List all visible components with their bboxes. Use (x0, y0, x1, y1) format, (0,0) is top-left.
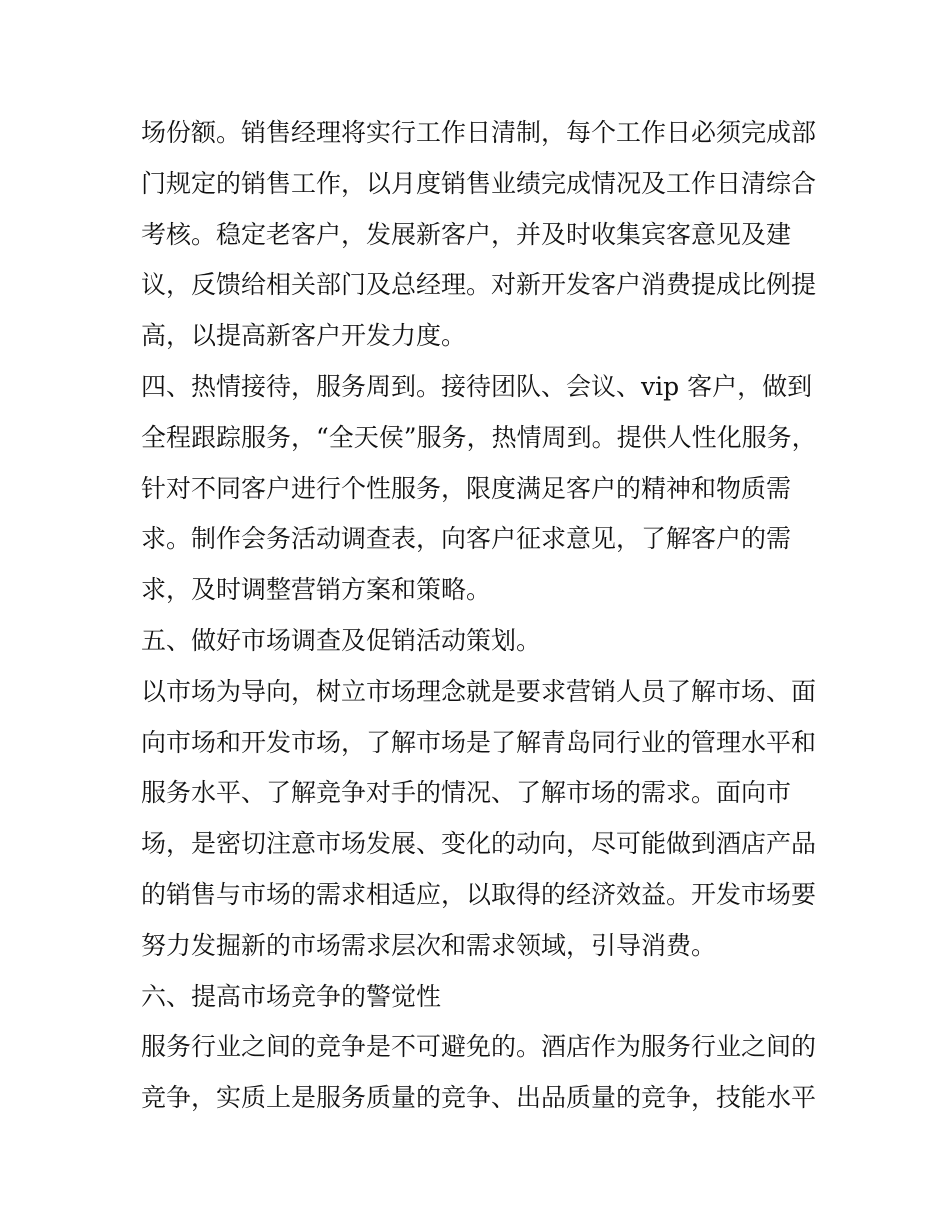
text-line: 场份额。销售经理将实行工作日清制，每个工作日必须完成部 (141, 118, 817, 147)
text-line: 服务行业之间的竞争是不可避免的。酒店作为服务行业之间的 (141, 1032, 817, 1062)
text-line: 竞争，实质上是服务质量的竞争、出品质量的竞争，技能水平 (141, 1083, 817, 1113)
section-heading-5: 五、做好市场调查及促销活动策划。 (141, 625, 542, 655)
text-line: 场，是密切注意市场发展、变化的动向，尽可能做到酒店产品 (141, 829, 817, 859)
text-line: 求。制作会务活动调查表，向客户征求意见，了解客户的需 (141, 524, 792, 554)
section-heading-4: 四、热情接待，服务周到。接待团队、会议、vip 客户，做到 (141, 371, 813, 401)
text-line: 考核。稳定老客户，发展新客户，并及时收集宾客意见及建 (141, 219, 792, 249)
text-line: 高，以提高新客户开发力度。 (141, 321, 467, 351)
text-line: 服务水平、了解竞争对手的情况、了解市场的需求。面向市 (141, 778, 792, 808)
text-line: 向市场和开发市场，了解市场是了解青岛同行业的管理水平和 (141, 727, 817, 757)
text-line: 议，反馈给相关部门及总经理。对新开发客户消费提成比例提 (141, 270, 817, 300)
text-line: 的销售与市场的需求相适应，以取得的经济效益。开发市场要 (141, 879, 817, 909)
text-line: 全程跟踪服务，“全天侯”服务，热情周到。提供人性化服务， (141, 422, 817, 452)
section-heading-6: 六、提高市场竞争的警觉性 (141, 981, 442, 1011)
text-line: 门规定的销售工作，以月度销售业绩完成情况及工作日清综合 (141, 168, 817, 198)
body-text (141, 108, 821, 1124)
text-line: 针对不同客户进行个性服务，限度满足客户的精神和物质需 (141, 473, 792, 503)
text-line: 求，及时调整营销方案和策略。 (141, 575, 492, 605)
text-line: 努力发掘新的市场需求层次和需求领域，引导消费。 (141, 930, 717, 960)
text-line: 以市场为导向，树立市场理念就是要求营销人员了解市场、面 (141, 676, 817, 706)
